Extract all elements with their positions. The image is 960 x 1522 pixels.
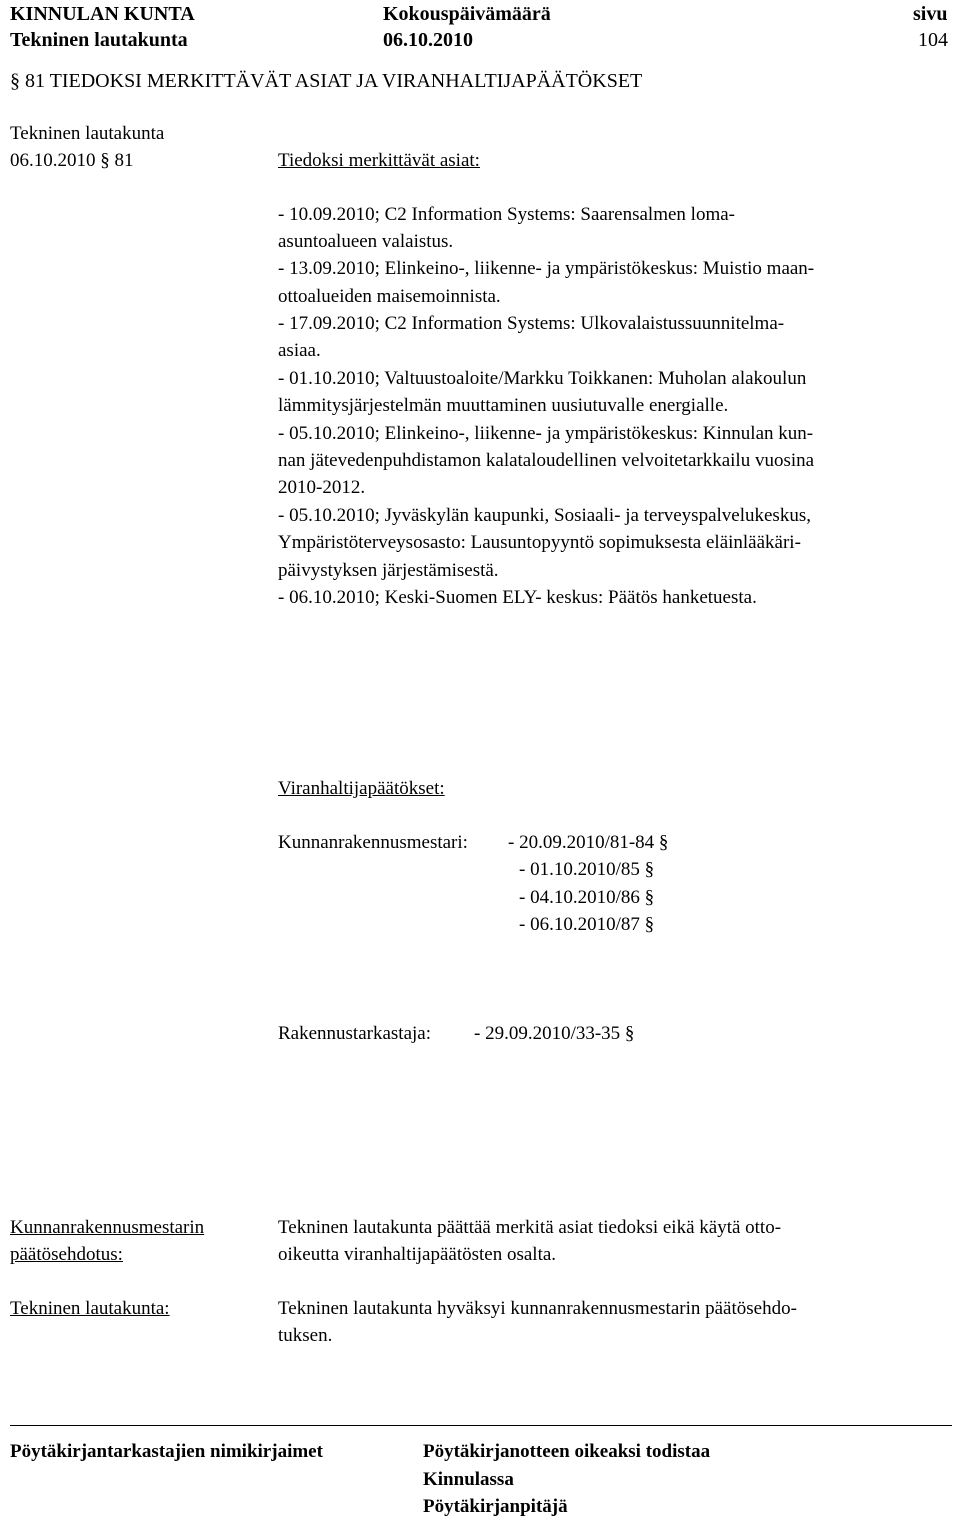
footer-right-line1: Pöytäkirjanotteen oikeaksi todistaa bbox=[423, 1441, 711, 1462]
meta-body-name: Tekninen lautakunta bbox=[10, 123, 165, 144]
info-line: - 17.09.2010; C2 Information Systems: Ulkovalaistussuunnitelma- bbox=[278, 313, 785, 334]
decision-item: - 04.10.2010/86 § bbox=[519, 887, 655, 908]
info-line: ottoalueiden maisemoinnista. bbox=[278, 286, 501, 307]
header-municipality: KINNULAN KUNTA bbox=[10, 3, 195, 25]
footer-right-line3: Pöytäkirjanpitäjä bbox=[423, 1496, 568, 1517]
info-heading: Tiedoksi merkittävät asiat: bbox=[278, 150, 480, 171]
decision-label: Tekninen lautakunta: bbox=[10, 1298, 170, 1319]
info-line: - 13.09.2010; Elinkeino-, liikenne- ja ympäristökeskus: Muistio maan- bbox=[278, 258, 815, 279]
decisions-heading: Viranhaltijapäätökset: bbox=[278, 778, 445, 799]
info-line: - 01.10.2010; Valtuustoaloite/Markku Toikkanen: Muholan alakoulun bbox=[278, 368, 807, 389]
decision-item: - 29.09.2010/33-35 § bbox=[474, 1023, 635, 1044]
meta-ref: 06.10.2010 § 81 bbox=[10, 150, 134, 171]
proposal-label-line1: Kunnanrakennusmestarin bbox=[10, 1217, 205, 1238]
proposal-label-line2: päätösehdotus: bbox=[10, 1244, 123, 1265]
header-date: 06.10.2010 bbox=[383, 29, 473, 51]
header-page-label: sivu bbox=[913, 3, 948, 25]
proposal-text-line2: oikeutta viranhaltijapäätösten osalta. bbox=[278, 1244, 557, 1265]
header-page-number: 104 bbox=[918, 29, 948, 51]
decision-text-line1: Tekninen lautakunta hyväksyi kunnanrakennusmestarin päätösehdo- bbox=[278, 1298, 797, 1319]
info-line: - 05.10.2010; Jyväskylän kaupunki, Sosiaali- ja terveyspalvelukeskus, bbox=[278, 505, 811, 526]
info-line: - 05.10.2010; Elinkeino-, liikenne- ja ympäristökeskus: Kinnulan kun- bbox=[278, 423, 814, 444]
header-date-label: Kokouspäivämäärä bbox=[383, 3, 551, 25]
footer-right-line2: Kinnulassa bbox=[423, 1469, 514, 1490]
info-line: 2010-2012. bbox=[278, 477, 366, 498]
info-line: - 10.09.2010; C2 Information Systems: Saarensalmen loma- bbox=[278, 204, 735, 225]
info-line: asiaa. bbox=[278, 340, 321, 361]
info-line: päivystyksen järjestämisestä. bbox=[278, 560, 499, 581]
footer-left: Pöytäkirjantarkastajien nimikirjaimet bbox=[10, 1441, 323, 1462]
info-line: asuntoalueen valaistus. bbox=[278, 231, 454, 252]
info-line: nan jätevedenpuhdistamon kalataloudellinen velvoitetarkkailu vuosina bbox=[278, 450, 815, 471]
decision-item: - 20.09.2010/81-84 § bbox=[508, 832, 669, 853]
decision-item: - 01.10.2010/85 § bbox=[519, 859, 655, 880]
info-line: Ympäristöterveysosasto: Lausuntopyyntö sopimuksesta eläinlääkäri- bbox=[278, 532, 801, 553]
section-title: § 81 TIEDOKSI MERKITTÄVÄT ASIAT JA VIRANHALTIJAPÄÄTÖKSET bbox=[10, 70, 643, 92]
info-line: - 06.10.2010; Keski-Suomen ELY- keskus: Päätös hanketuesta. bbox=[278, 587, 757, 608]
decision-item: - 06.10.2010/87 § bbox=[519, 914, 655, 935]
rakennustarkastaja-label: Rakennustarkastaja: bbox=[278, 1023, 432, 1044]
footer-rule bbox=[10, 1425, 952, 1426]
header-committee: Tekninen lautakunta bbox=[10, 29, 188, 51]
info-line: lämmitysjärjestelmän muuttaminen uusiutuvalle energialle. bbox=[278, 395, 729, 416]
kunnanrakennusmestari-label: Kunnanrakennusmestari: bbox=[278, 832, 468, 853]
decision-text-line2: tuksen. bbox=[278, 1325, 333, 1346]
proposal-text-line1: Tekninen lautakunta päättää merkitä asiat tiedoksi eikä käytä otto- bbox=[278, 1217, 782, 1238]
